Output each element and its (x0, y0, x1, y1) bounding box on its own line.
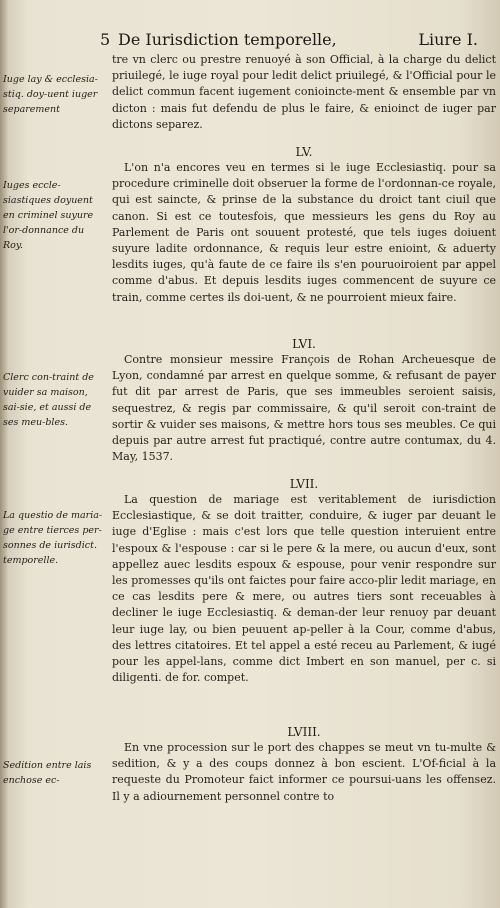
running-title: De Iurisdiction temporelle, (118, 30, 337, 49)
margin-note-lvi: Clerc con-traint de vuider sa maison, sai-sie, et aussi de ses meu-bles. (3, 372, 94, 428)
paragraph-lvii: La question de mariage est veritablement de iurisdiction Ecclesiastique, & se doit traitter, conduire, & iuger par deuant le iuge d'Eglise : mais c'est lors que telle question interuient entre l'espoux & l'espouse : car si le pere & la mere, ou aucun d'eux, sont appellez auec lesdits espoux & espouse, pour venir respondre sur les promesses qu'ils ont faictes pour faire acco-plir ledit mariage, en ce cas lesdits pere & mere, ou autres tiers sont receuables à decliner le iuge Ecclesiastiq. & deman-der leur renuoy par deuant leur iuge lay, ou bien peuuent ap-peller à la Cour, comme d'abus, des lettres citatoires. Et tel appel a esté receu au Parlement, & iugé pour les appel-lans, comme dict Imbert en son manuel, per c. si diligenti. de for. compet. (112, 493, 496, 685)
section-heading-lviii: LVIII. (287, 725, 321, 739)
margin-note-lv: Iuges eccle-siastiques doyuent en criminel suyure l'or-donnance du Roy. (3, 180, 94, 251)
margin-note-intro: Iuge lay & ecclesia-stiq. doy-uent iuger separement (3, 74, 98, 115)
section-heading-lv: LV. (295, 145, 313, 159)
margin-note-lvii: La questio de maria-ge entre tierces per-sonnes de iurisdict. temporelle. (3, 510, 103, 566)
margin-note-lviii: Sedition entre lais enchose ec- (3, 760, 92, 786)
paragraph-lv: L'on n'a encores veu en termes si le iuge Ecclesiastiq. pour sa procedure criminelle doit obseruer la forme de l'ordonnan-ce royale, qui est saincte, & prinse de la substance du droict tant ciuil que canon. Si est ce toutesfois, que messieurs les gens du Roy au Parlement de Paris ont souuent protesté, que tels iuges doiuent suyure ladite ordonnance, & requis leur estre enioint, & aduerty lesdits iuges, qu'à faute de ce faire ils s'en pouruoiroient par appel comme d'abus. Et depuis lesdits iuges commencent de suyure ce train, comme certes ils doi-uent, & ne pourroient mieux faire. (112, 161, 497, 304)
book-label: Liure I. (418, 30, 478, 49)
paragraph-intro: tre vn clerc ou prestre renuoyé à son Official, à la charge du delict priuilegé, le iuge royal pour ledit delict priuilegé, & l'Official pour le delict commun facent iugement conioincte-ment & ensemble par vn dicton : mais fut defendu de plus le faire, & enioinct de iuger par dictons separez. (112, 53, 496, 131)
section-heading-lvi: LVI. (292, 337, 316, 351)
folio-number: 5 (100, 30, 111, 49)
paragraph-lvi: Contre monsieur messire François de Rohan Archeuesque de Lyon, condamné par arrest en quelque somme, & refusant de payer fut dit par arrest de Paris, que ses immeubles seroient saisis, sequestrez, & regis par commissaire, & qu'il seroit con-traint de sortir & vuider ses maisons, & mettre hors tous ses meubles. Ce qui depuis par autre arrest fut practiqué, contre autre contumax, du 4. May, 1537. (112, 353, 496, 464)
section-heading-lvii: LVII. (289, 477, 319, 491)
running-header (100, 30, 500, 54)
paragraph-lviii: En vne procession sur le port des chappes se meut vn tu-multe & sedition, & y a des coups donnez à bon escient. L'Of-ficial à la requeste du Promoteur faict informer ce poursui-uans les offensez. Il y a adiournement personnel contre to (112, 741, 496, 803)
